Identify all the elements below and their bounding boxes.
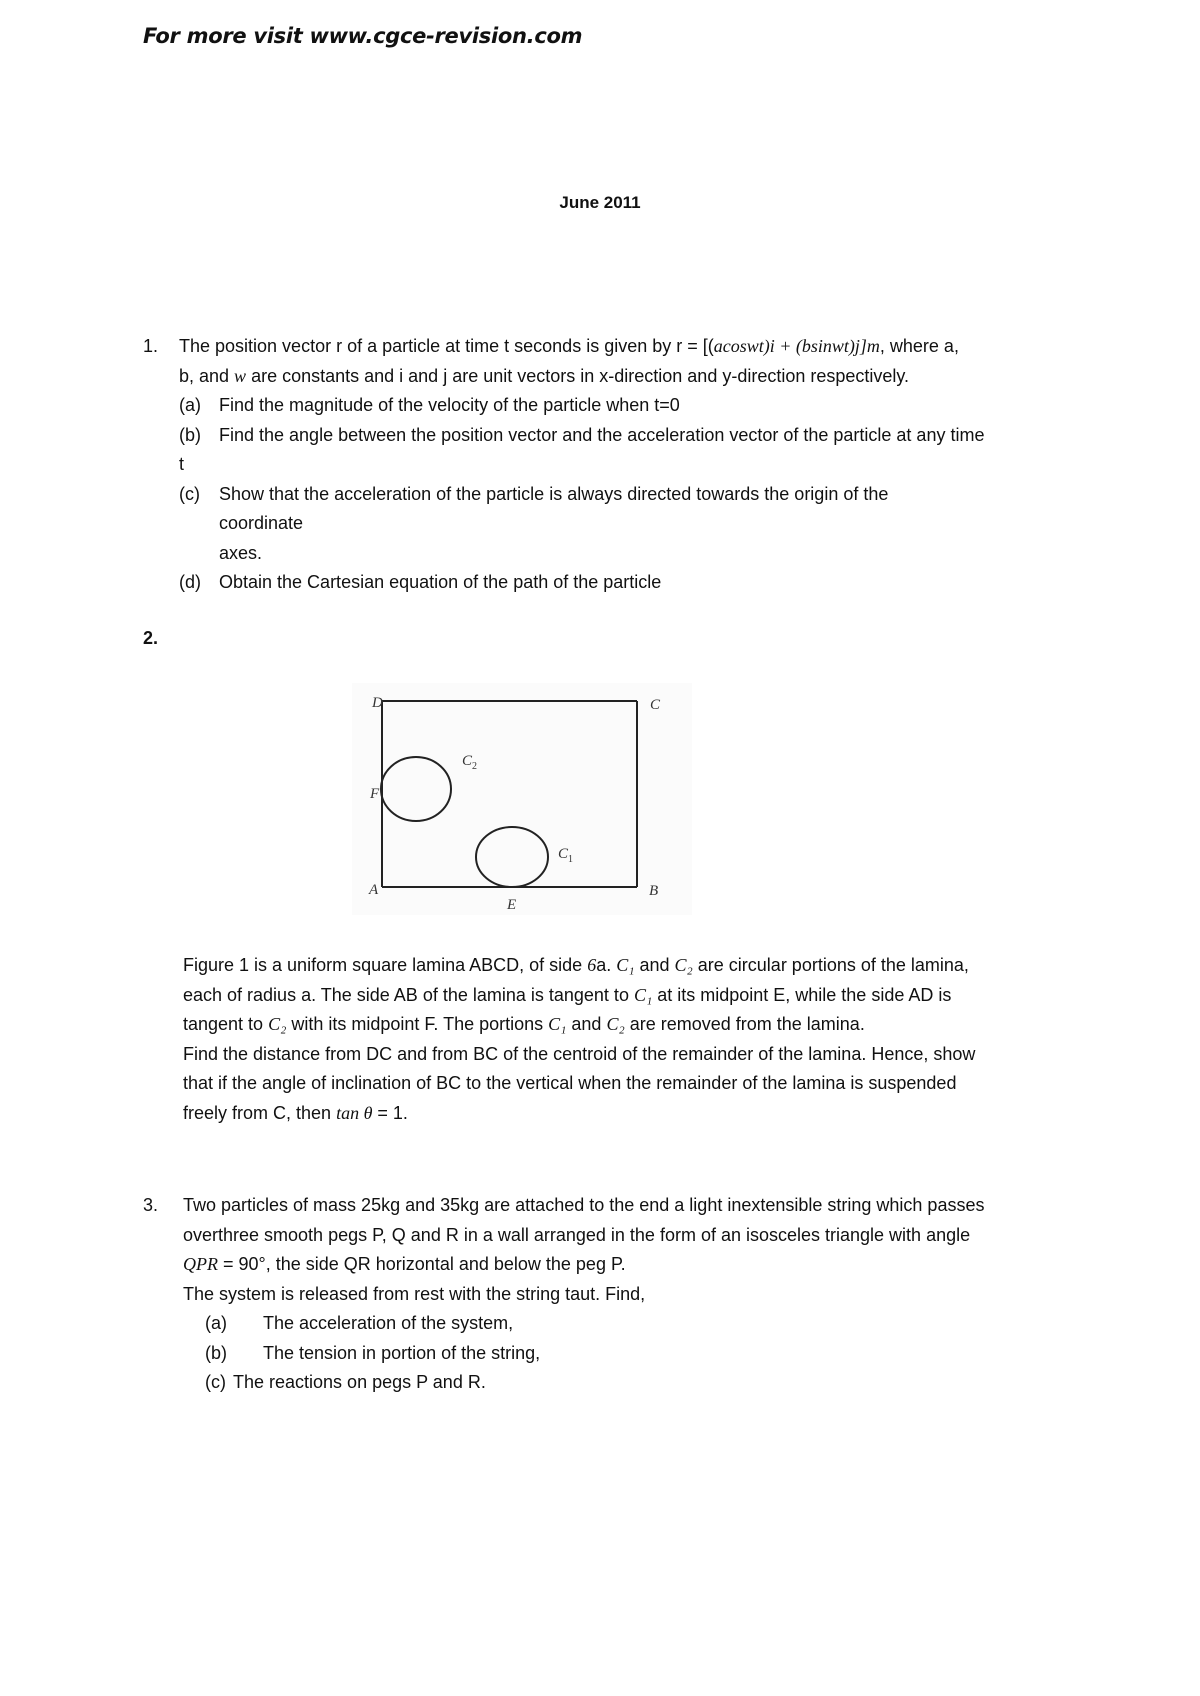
question-2-text (183, 951, 1103, 1128)
label-c2-subscript: 2 (472, 761, 477, 772)
question-part-d (179, 568, 1139, 598)
question-part-a (179, 391, 1139, 421)
c1-symbol: C₁ (548, 1014, 567, 1034)
part-label: (b) (205, 1342, 227, 1363)
question-body (183, 1191, 1143, 1398)
stem-text: b, and (179, 365, 235, 386)
c2-symbol: C₂ (606, 1014, 625, 1034)
part-text: Find the magnitude of the velocity of the particle when t=0 (219, 395, 680, 415)
part-label: (a) (179, 395, 201, 415)
q2-text: freely from C, then (183, 1102, 337, 1123)
part-text: axes. (219, 542, 263, 563)
question-body (179, 332, 1139, 598)
question-part-b (205, 1339, 1143, 1369)
q2-text: = 1. (372, 1102, 408, 1123)
label-e: E (507, 897, 517, 913)
part-text-wrap: t (179, 454, 185, 474)
part-text: The reactions on pegs P and R. (233, 1372, 486, 1392)
part-label: (c) (179, 483, 200, 504)
q2-text: are circular portions of the lamina, (692, 955, 969, 975)
lamina-diagram (352, 683, 692, 915)
q2-line (183, 1099, 1103, 1129)
q2-text: are removed from the lamina. (624, 1014, 865, 1034)
c2-symbol: C₂ (674, 955, 693, 975)
side-length: 6 (587, 955, 597, 975)
omega-symbol: w (234, 365, 247, 386)
question-stem-line (179, 362, 1139, 392)
label-b: B (649, 883, 659, 899)
q2-line (183, 951, 1103, 981)
part-text: The tension in portion of the string, (263, 1342, 541, 1363)
label-c1: C (558, 846, 569, 862)
question-number: 1. (143, 336, 159, 356)
c1-symbol: C₁ (633, 984, 653, 1005)
label-a: A (369, 882, 379, 898)
header-website-text: For more visit www.cgce-revision.com (143, 24, 583, 48)
q2-line: Find the distance from DC and from BC of the centroid of the remainder of the lamina. Hence, show (183, 1043, 976, 1064)
question-part-c (205, 1368, 1143, 1398)
q2-text: each of radius a. The side AB of the lamina is tangent to (183, 984, 634, 1005)
part-label: (c) (205, 1372, 226, 1392)
part-label: (a) (205, 1313, 227, 1333)
q2-text: a. (596, 955, 617, 975)
question-stem-line (179, 332, 1139, 362)
q3-text: = 90°, the side QR horizontal and below the peg P. (218, 1254, 626, 1274)
stem-text: are constants and i and j are unit vectors in x-direction and y-direction respectively. (246, 365, 910, 386)
label-d: D (372, 695, 383, 711)
label-c1-subscript: 1 (568, 854, 573, 865)
part-label: (b) (179, 424, 201, 445)
c2-symbol: C₂ (268, 1014, 287, 1034)
q3-line: overthree smooth pegs P, Q and R in a wall arranged in the form of an isosceles triangle with angle (183, 1224, 971, 1245)
q2-line (183, 1010, 1103, 1040)
q3-line: The system is released from rest with the string taut. Find, (183, 1283, 646, 1304)
q2-text: Figure 1 is a uniform square lamina ABCD, of side (183, 955, 588, 975)
q2-line (183, 981, 1103, 1011)
page-title: June 2011 (559, 193, 641, 212)
lamina-figure (352, 683, 692, 915)
q2-text: and (634, 955, 675, 975)
q2-line: that if the angle of inclination of BC to the vertical when the remainder of the lamina is suspended (183, 1073, 957, 1093)
part-text: Find the angle between the position vector and the acceleration vector of the particle at any time (219, 424, 985, 445)
stem-text: The position vector r of a particle at time t seconds is given by r = [( (179, 336, 714, 356)
label-c: C (650, 697, 661, 713)
q3-line: Two particles of mass 25kg and 35kg are attached to the end a light inextensible string which passes (183, 1195, 985, 1215)
question-part-b (179, 421, 1139, 451)
part-text: Obtain the Cartesian equation of the path of the particle (219, 572, 662, 592)
q2-text: with its midpoint F. The portions (286, 1014, 549, 1034)
question-2-number: 2. (143, 628, 159, 648)
part-text: The acceleration of the system, (263, 1313, 514, 1333)
tan-theta: tan θ (336, 1102, 373, 1123)
q2-text: tangent to (183, 1014, 269, 1034)
c1-symbol: C₁ (616, 955, 635, 975)
q2-text: and (566, 1014, 607, 1034)
part-text: Show that the acceleration of the particle is always directed towards the origin of the (219, 483, 889, 504)
question-part-a (205, 1309, 1143, 1339)
part-label: (d) (179, 572, 201, 592)
q2-text: at its midpoint E, while the side AD is (652, 984, 952, 1005)
question-part-c (179, 480, 1139, 569)
angle-qpr: QPR (183, 1254, 218, 1274)
label-f: F (370, 786, 380, 802)
part-text: coordinate (219, 513, 304, 533)
stem-text: , where a, (879, 336, 959, 356)
label-c2: C (462, 753, 473, 769)
position-vector-expression: acoswt)i + (bsinwt)j]m (713, 336, 880, 356)
question-number: 3. (143, 1195, 159, 1215)
q3-line (183, 1250, 1143, 1280)
